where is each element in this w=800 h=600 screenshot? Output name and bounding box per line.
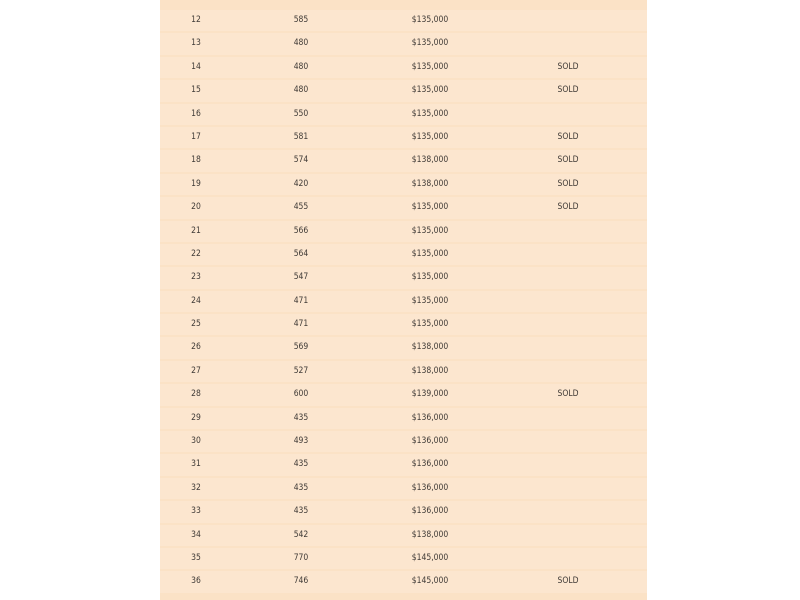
cell-price: $135,000	[411, 295, 449, 306]
cell-status	[549, 221, 586, 242]
cell-price: $135,000	[411, 38, 449, 49]
cell-size: 480	[293, 38, 309, 49]
cell-lot: 26	[191, 342, 201, 353]
table-row	[160, 384, 647, 405]
cell-lot: 12	[191, 15, 201, 25]
cell-status	[549, 431, 586, 452]
cell-lot: 16	[191, 108, 201, 119]
cell-lot: 13	[191, 38, 201, 49]
cell-size: 480	[293, 61, 309, 72]
cell-size: 480	[293, 85, 309, 96]
table-row	[160, 150, 647, 171]
cell-price: $139,000	[411, 389, 449, 400]
cell-size: 471	[293, 319, 309, 330]
table-row	[160, 80, 647, 101]
cell-size: 435	[293, 506, 309, 517]
cell-price: $135,000	[411, 131, 449, 142]
cell-lot: 18	[191, 155, 201, 166]
cell-price: $135,000	[411, 225, 449, 236]
table-row	[160, 501, 647, 522]
cell-size: 527	[293, 365, 309, 376]
table-row	[160, 478, 647, 499]
cell-status	[549, 291, 586, 312]
cell-price: $138,000	[411, 178, 449, 189]
cell-status	[549, 33, 586, 54]
cell-size: 493	[293, 436, 309, 447]
cell-status	[549, 501, 586, 522]
cell-size: 585	[293, 15, 309, 25]
table-row	[160, 244, 647, 265]
cell-price: $135,000	[411, 272, 449, 283]
cell-size: 770	[293, 552, 309, 563]
cell-lot: 22	[191, 248, 201, 259]
cell-price: $145,000	[411, 576, 449, 587]
cell-lot: 33	[191, 506, 201, 517]
cell-status: SOLD	[557, 202, 579, 213]
cell-status	[549, 337, 586, 358]
cell-lot: 24	[191, 295, 201, 306]
cell-lot: 15	[191, 85, 201, 96]
cell-lot: 25	[191, 319, 201, 330]
table-row	[160, 571, 647, 592]
cell-status: SOLD	[557, 178, 579, 189]
cell-price: $135,000	[411, 15, 449, 25]
table-row	[160, 408, 647, 429]
table-row	[160, 57, 647, 78]
cell-price: $138,000	[411, 342, 449, 353]
cell-status	[549, 10, 586, 31]
cell-status	[549, 314, 586, 335]
table-row	[160, 104, 647, 125]
table-row	[160, 454, 647, 475]
cell-size: 435	[293, 412, 309, 423]
cell-lot: 20	[191, 202, 201, 213]
cell-status	[549, 478, 586, 499]
cell-size: 550	[293, 108, 309, 119]
cell-lot: 27	[191, 365, 201, 376]
table-row	[160, 431, 647, 452]
table-row	[160, 33, 647, 54]
cell-status	[549, 244, 586, 265]
cell-lot: 14	[191, 61, 201, 72]
cell-lot: 23	[191, 272, 201, 283]
cell-size: 471	[293, 295, 309, 306]
cell-price: $136,000	[411, 506, 449, 517]
cell-size: 581	[293, 131, 309, 142]
cell-status	[549, 454, 586, 475]
table-row	[160, 10, 647, 31]
cell-price: $135,000	[411, 108, 449, 119]
cell-lot: 17	[191, 131, 201, 142]
cell-size: 746	[293, 576, 309, 587]
cell-status: SOLD	[557, 61, 579, 72]
cell-lot: 34	[191, 529, 201, 540]
cell-status: SOLD	[557, 389, 579, 400]
cell-price: $136,000	[411, 459, 449, 470]
cell-lot: 21	[191, 225, 201, 236]
cell-size: 455	[293, 202, 309, 213]
cell-status: SOLD	[557, 85, 579, 96]
cell-status: SOLD	[557, 131, 579, 142]
cell-status	[549, 267, 586, 288]
cell-lot: 30	[191, 436, 201, 447]
table-row	[160, 197, 647, 218]
cell-price: $138,000	[411, 155, 449, 166]
table-row	[160, 361, 647, 382]
cell-size: 600	[293, 389, 309, 400]
cell-price: $136,000	[411, 482, 449, 493]
cell-lot: 28	[191, 389, 201, 400]
table-row	[160, 221, 647, 242]
cell-lot: 32	[191, 482, 201, 493]
table-row	[160, 127, 647, 148]
cell-price: $135,000	[411, 248, 449, 259]
table-row	[160, 267, 647, 288]
cell-size: 420	[293, 178, 309, 189]
cell-lot: 29	[191, 412, 201, 423]
table-row	[160, 291, 647, 312]
cell-status	[549, 408, 586, 429]
table-row	[160, 174, 647, 195]
cell-status	[549, 104, 586, 125]
table-body	[160, 10, 647, 595]
cell-price: $135,000	[411, 61, 449, 72]
cell-lot: 35	[191, 552, 201, 563]
cell-size: 569	[293, 342, 309, 353]
cell-lot: 36	[191, 576, 201, 587]
table-header-row	[160, 0, 647, 2]
cell-price: $135,000	[411, 319, 449, 330]
cell-size: 566	[293, 225, 309, 236]
cell-status	[549, 548, 586, 569]
cell-lot: 31	[191, 459, 201, 470]
cell-price: $135,000	[411, 85, 449, 96]
cell-price: $136,000	[411, 436, 449, 447]
cell-status	[549, 361, 586, 382]
cell-price: $138,000	[411, 365, 449, 376]
cell-size: 435	[293, 482, 309, 493]
cell-price: $135,000	[411, 202, 449, 213]
cell-size: 547	[293, 272, 309, 283]
cell-status: SOLD	[557, 155, 579, 166]
table-row	[160, 314, 647, 335]
cell-size: 435	[293, 459, 309, 470]
cell-size: 542	[293, 529, 309, 540]
table-row	[160, 337, 647, 358]
table-row	[160, 525, 647, 546]
table-row	[160, 548, 647, 569]
cell-price: $136,000	[411, 412, 449, 423]
cell-lot: 19	[191, 178, 201, 189]
cell-price: $145,000	[411, 552, 449, 563]
cell-price: $138,000	[411, 529, 449, 540]
cell-size: 564	[293, 248, 309, 259]
cell-status	[549, 525, 586, 546]
cell-size: 574	[293, 155, 309, 166]
cell-status: SOLD	[557, 576, 579, 587]
